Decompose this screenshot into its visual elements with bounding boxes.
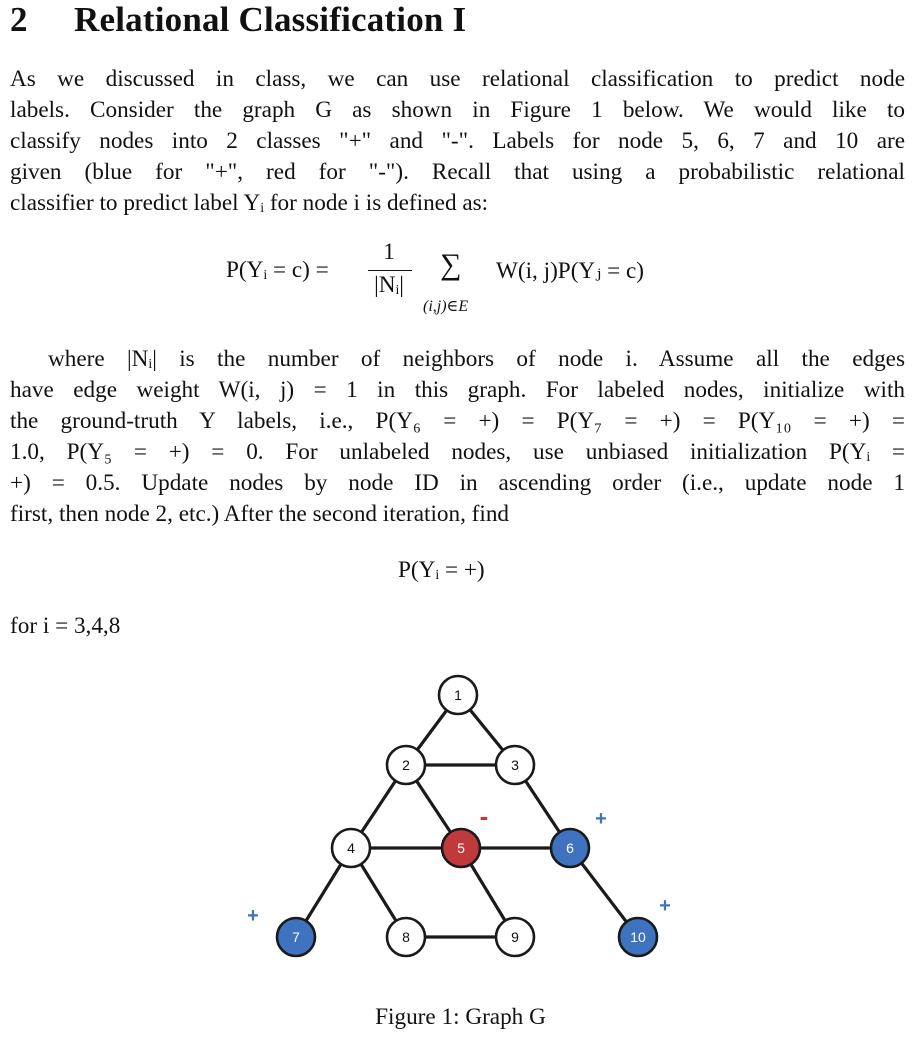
node-1 <box>439 676 477 714</box>
find-expression: P(Yᵢ = +) <box>398 557 485 583</box>
plus-mark-6: + <box>595 808 607 830</box>
intro-line: classifier to predict label Yᵢ for node i is defined as: <box>10 190 489 216</box>
node-4 <box>332 829 370 867</box>
plus-mark-7: + <box>247 905 259 927</box>
section-title: Relational Classification I <box>74 0 467 39</box>
node-10 <box>619 918 657 956</box>
section-number: 2 <box>10 0 28 39</box>
node-label: 9 <box>511 929 519 945</box>
node-label: 4 <box>347 840 355 856</box>
node-label: 5 <box>457 840 465 856</box>
node-8 <box>387 918 425 956</box>
node-5 <box>442 829 480 867</box>
node-label: 6 <box>566 840 574 856</box>
sum-index: (i,j)∈E <box>423 298 469 315</box>
figure-caption: Figure 1: Graph G <box>375 1004 546 1030</box>
body-line: have edge weight W(i, j) = 1 in this graph. For labeled nodes, initialize with <box>10 377 905 403</box>
intro-line: labels. Consider the graph G as shown in Figure 1 below. We would like to <box>10 97 905 123</box>
node-2 <box>387 746 425 784</box>
node-label: 2 <box>402 757 410 773</box>
body-paragraph <box>10 344 905 530</box>
equation-numerator: 1 <box>383 239 395 265</box>
equation-lhs: P(Yᵢ = c) = <box>226 257 329 283</box>
intro-line: given (blue for "+", red for "-"). Recall that using a probabilistic relational <box>10 159 905 185</box>
intro-line: As we discussed in class, we can use relational classification to predict node <box>10 66 905 92</box>
plus-mark-10: + <box>659 895 671 917</box>
section-heading <box>10 0 466 40</box>
intro-line: classify nodes into 2 classes "+" and "-". Labels for node 5, 6, 7 and 10 are <box>10 128 905 154</box>
minus-mark-5: - <box>479 801 489 831</box>
for-line: for i = 3,4,8 <box>10 613 121 639</box>
node-label: 1 <box>454 687 462 703</box>
node-label: 3 <box>511 757 519 773</box>
node-9 <box>496 918 534 956</box>
node-label: 8 <box>402 929 410 945</box>
equation-denominator: |Nᵢ| <box>374 272 404 298</box>
intro-paragraph <box>10 64 905 219</box>
body-line: where |Nᵢ| is the number of neighbors of node i. Assume all the edges <box>48 346 905 372</box>
node-label: 10 <box>630 929 646 945</box>
body-line: 1.0, P(Y₅ = +) = 0. For unlabeled nodes, use unbiased initialization P(Yᵢ = <box>10 439 905 465</box>
body-line: first, then node 2, etc.) After the second iteration, find <box>10 501 510 527</box>
node-3 <box>496 746 534 784</box>
node-label: 7 <box>292 929 300 945</box>
sum-symbol: ∑ <box>440 248 462 281</box>
graph-figure <box>0 660 921 1000</box>
equation-rhs: W(i, j)P(Yⱼ = c) <box>496 258 644 284</box>
node-7 <box>277 918 315 956</box>
node-6 <box>551 829 589 867</box>
body-line: the ground-truth Y labels, i.e., P(Y₆ = +) = P(Y₇ = +) = P(Y₁₀ = +) = <box>10 408 905 434</box>
body-line: +) = 0.5. Update nodes by node ID in ascending order (i.e., update node 1 <box>10 470 905 496</box>
